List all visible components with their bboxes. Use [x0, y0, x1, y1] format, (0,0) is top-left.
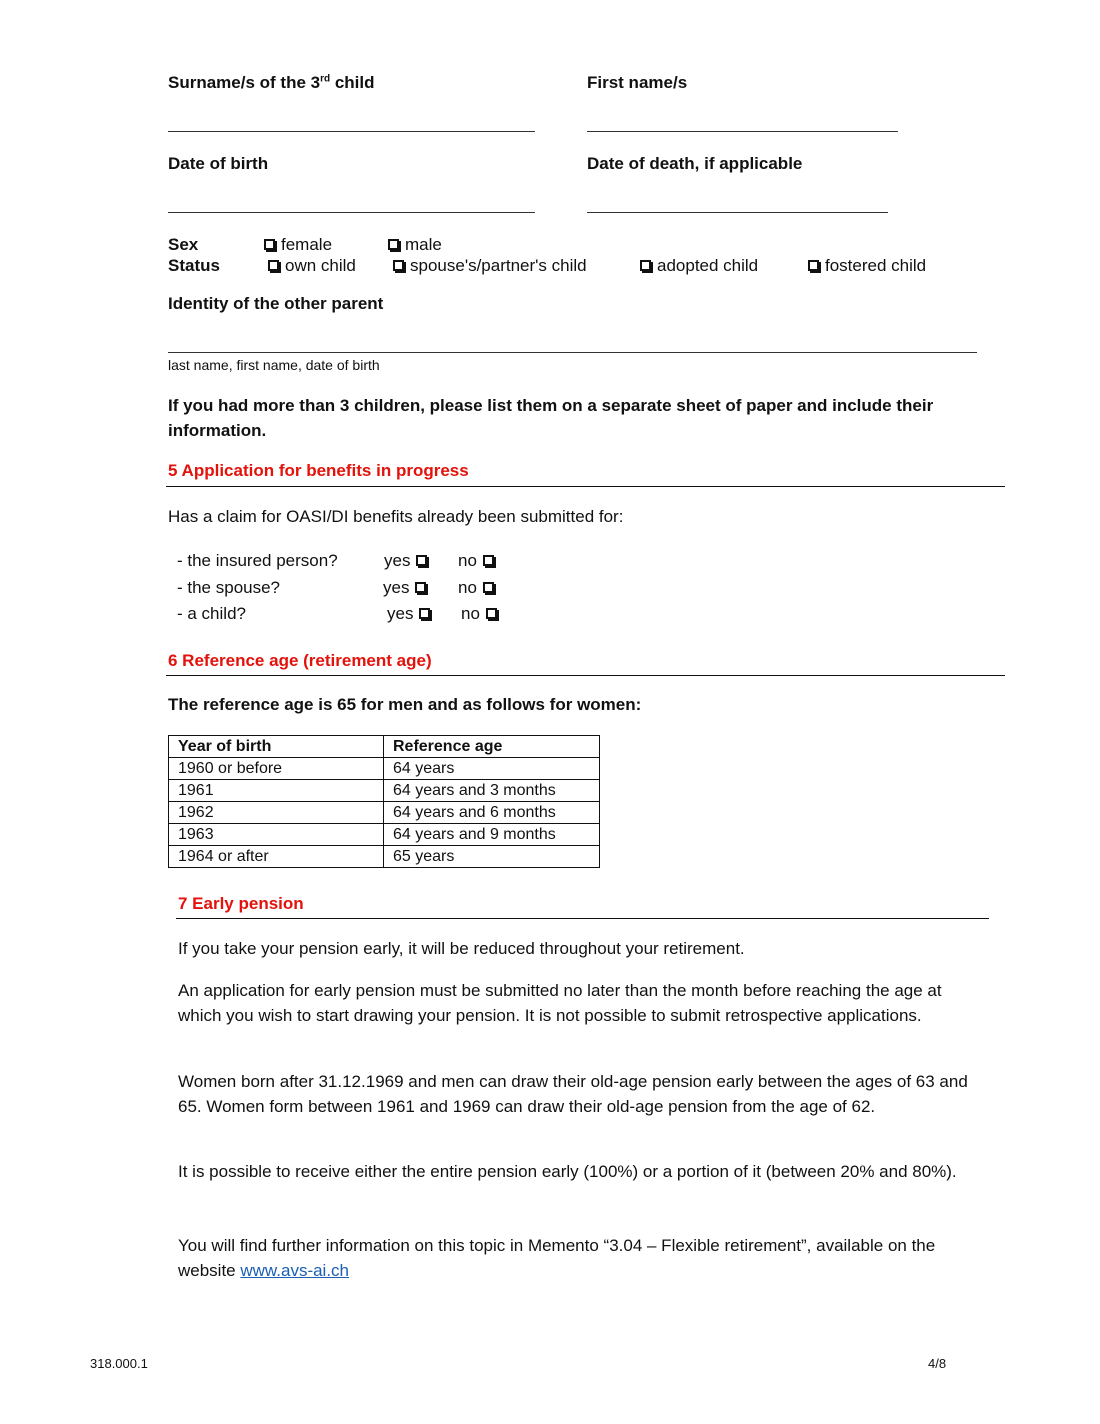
- table-header-row: [169, 736, 600, 758]
- section-5-heading: 5 Application for benefits in progress: [168, 461, 469, 480]
- section-7-paragraph-2: An application for early pension must be submitted no later than the month before reaching the age at which you wish to start drawing your pension. It is not possible to submit retrospective applications.: [178, 981, 942, 1025]
- claim-row-child-yes[interactable]: yes: [387, 604, 430, 624]
- claim-row-spouse-yes[interactable]: yes: [383, 578, 426, 598]
- table-cell: 1963: [169, 824, 384, 846]
- table-cell: 1960 or before: [169, 758, 384, 780]
- table-header-cell: Year of birth: [169, 736, 384, 758]
- claim-row-insured-no[interactable]: no: [458, 551, 494, 571]
- section-7-paragraph-4: It is possible to receive either the entire pension early (100%) or a portion of it (between 20% and 80%).: [178, 1162, 957, 1181]
- section-7-heading: 7 Early pension: [178, 894, 304, 913]
- checkbox-icon[interactable]: [486, 608, 497, 619]
- other-parent-field[interactable]: [168, 352, 977, 353]
- status-option-spouse-child[interactable]: spouse's/partner's child: [393, 256, 587, 276]
- table-row: [169, 802, 600, 824]
- checkbox-icon[interactable]: [268, 260, 279, 271]
- status-option-adopted-child[interactable]: adopted child: [640, 256, 758, 276]
- surname-field[interactable]: [168, 131, 535, 132]
- section-7-rule: [176, 918, 989, 919]
- sex-label: Sex: [168, 235, 199, 254]
- more-children-note: If you had more than 3 children, please list them on a separate sheet of paper and include their information.: [168, 396, 934, 440]
- checkbox-icon[interactable]: [388, 239, 399, 250]
- table-cell: 1961: [169, 780, 384, 802]
- status-option-own-child[interactable]: own child: [268, 256, 356, 276]
- table-row: [169, 758, 600, 780]
- dob-field[interactable]: [168, 212, 535, 213]
- section-5-intro: Has a claim for OASI/DI benefits already been submitted for:: [168, 507, 624, 526]
- table-cell: 64 years: [384, 758, 600, 780]
- section-7-paragraph-1: If you take your pension early, it will be reduced throughout your retirement.: [178, 939, 745, 958]
- table-header-cell: Reference age: [384, 736, 600, 758]
- section-6-intro: The reference age is 65 for men and as follows for women:: [168, 695, 642, 714]
- sex-option-female[interactable]: female: [264, 235, 332, 255]
- reference-age-table: [168, 735, 600, 868]
- checkbox-icon[interactable]: [483, 555, 494, 566]
- section-7-paragraph-3: Women born after 31.12.1969 and men can draw their old-age pension early between the ages of 63 and 65. Women form between 1961 and 1969 can draw their old-age pension from the age of 62.: [178, 1072, 968, 1116]
- section-7-paragraph-5-text: You will find further information on this topic in Memento “3.04 – Flexible retirement”, available on the website: [178, 1236, 936, 1280]
- checkbox-icon[interactable]: [808, 260, 819, 271]
- dod-field[interactable]: [587, 212, 888, 213]
- dod-label: Date of death, if applicable: [587, 154, 803, 173]
- table-cell: 65 years: [384, 846, 600, 868]
- other-parent-label: Identity of the other parent: [168, 294, 384, 313]
- firstname-field[interactable]: [587, 131, 898, 132]
- status-option-fostered-child[interactable]: fostered child: [808, 256, 926, 276]
- checkbox-icon[interactable]: [393, 260, 404, 271]
- section-6-heading: 6 Reference age (retirement age): [168, 651, 432, 670]
- status-label: Status: [168, 256, 220, 275]
- claim-row-insured-yes[interactable]: yes: [384, 551, 427, 571]
- checkbox-icon[interactable]: [415, 582, 426, 593]
- dob-label: Date of birth: [168, 154, 269, 173]
- section-5-rule: [166, 486, 1005, 487]
- claim-row-spouse-label: - the spouse?: [177, 578, 281, 597]
- avs-ai-link[interactable]: www.avs-ai.ch: [240, 1260, 350, 1280]
- table-cell: 1962: [169, 802, 384, 824]
- other-parent-hint: last name, first name, date of birth: [168, 357, 380, 373]
- section-6-rule: [166, 675, 1005, 676]
- form-number: 318.000.1: [90, 1356, 148, 1371]
- checkbox-icon[interactable]: [416, 555, 427, 566]
- table-cell: 64 years and 6 months: [384, 802, 600, 824]
- checkbox-icon[interactable]: [483, 582, 494, 593]
- section-7-paragraph-5: [178, 1234, 990, 1283]
- claim-row-child-no[interactable]: no: [461, 604, 497, 624]
- firstname-label: First name/s: [587, 73, 688, 92]
- checkbox-icon[interactable]: [640, 260, 651, 271]
- sex-option-male[interactable]: male: [388, 235, 442, 255]
- claim-row-insured-label: - the insured person?: [177, 551, 338, 570]
- claim-row-spouse-no[interactable]: no: [458, 578, 494, 598]
- table-cell: 64 years and 3 months: [384, 780, 600, 802]
- table-row: [169, 824, 600, 846]
- checkbox-icon[interactable]: [419, 608, 430, 619]
- claim-row-child-label: - a child?: [177, 604, 246, 623]
- page-number: 4/8: [928, 1356, 947, 1371]
- table-cell: 1964 or after: [169, 846, 384, 868]
- table-cell: 64 years and 9 months: [384, 824, 600, 846]
- table-row: [169, 846, 600, 868]
- table-row: [169, 780, 600, 802]
- surname-label: Surname/s of the 3rd child: [168, 73, 375, 92]
- checkbox-icon[interactable]: [264, 239, 275, 250]
